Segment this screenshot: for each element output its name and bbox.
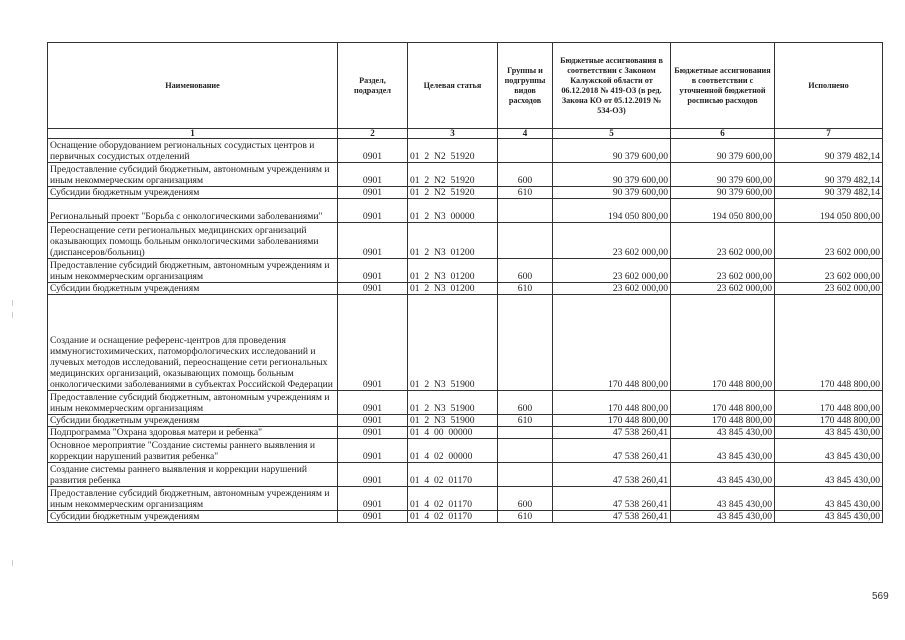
header-name: Наименование [48, 43, 338, 129]
row-section: 0901 [338, 427, 408, 439]
row-group [498, 199, 553, 223]
row-executed: 90 379 482,14 [775, 187, 883, 199]
row-refined-allocation: 43 845 430,00 [671, 463, 775, 487]
row-name: Субсидии бюджетным учреждениям [48, 415, 338, 427]
row-executed: 43 845 430,00 [775, 439, 883, 463]
table-row [48, 187, 883, 199]
row-section: 0901 [338, 463, 408, 487]
header-row [48, 43, 883, 129]
row-name: Подпрограмма "Охрана здоровья матери и ребенка" [48, 427, 338, 439]
row-name: Создание системы раннего выявления и коррекции нарушений развития ребенка [48, 463, 338, 487]
column-number: 1 [48, 129, 338, 139]
row-group: 610 [498, 415, 553, 427]
row-name: Создание и оснащение референс-центров для проведения иммуногистохимических, патоморфологических исследований и лучевых методов исследований, переоснащение сети региональных медицинских организаций, оказывающих помощь больным онкологическими заболеваниями в субъектах Российской Федерации [48, 295, 338, 391]
header-law-allocation: Бюджетные ассигнования в соответствии с Законом Калужской области от 06.12.2018 № 419-ОЗ (в ред. Закона КО от 05.12.2019 № 534-ОЗ) [553, 43, 671, 129]
row-refined-allocation: 23 602 000,00 [671, 283, 775, 295]
table-row [48, 223, 883, 259]
row-law-allocation: 23 602 000,00 [553, 283, 671, 295]
row-section: 0901 [338, 199, 408, 223]
row-article: 01 2 N2 51920 [408, 139, 498, 163]
column-number: 5 [553, 129, 671, 139]
row-executed: 43 845 430,00 [775, 463, 883, 487]
row-executed: 43 845 430,00 [775, 427, 883, 439]
row-group: 610 [498, 283, 553, 295]
row-group: 600 [498, 163, 553, 187]
row-name: Предоставление субсидий бюджетным, автономным учреждениям и иным некоммерческим организациям [48, 487, 338, 511]
row-refined-allocation: 170 448 800,00 [671, 391, 775, 415]
header-article: Целевая статья [408, 43, 498, 129]
row-law-allocation: 194 050 800,00 [553, 199, 671, 223]
row-article: 01 2 N3 51900 [408, 391, 498, 415]
column-number: 7 [775, 129, 883, 139]
table-row [48, 199, 883, 223]
row-article: 01 2 N3 01200 [408, 283, 498, 295]
row-group: 610 [498, 511, 553, 523]
row-law-allocation: 170 448 800,00 [553, 295, 671, 391]
header-executed: Исполнено [775, 43, 883, 129]
table-row [48, 391, 883, 415]
page-number: 569 [872, 591, 889, 602]
row-group: 600 [498, 391, 553, 415]
row-refined-allocation: 194 050 800,00 [671, 199, 775, 223]
column-number-row [48, 129, 883, 139]
row-group: 600 [498, 487, 553, 511]
table-row [48, 163, 883, 187]
row-refined-allocation: 90 379 600,00 [671, 187, 775, 199]
row-law-allocation: 90 379 600,00 [553, 163, 671, 187]
margin-mark [12, 312, 13, 318]
header-section: Раздел, подраздел [338, 43, 408, 129]
header-refined-allocation: Бюджетные ассигнования в соответствии с уточненной бюджетной росписью расходов [671, 43, 775, 129]
table-row [48, 259, 883, 283]
row-executed: 170 448 800,00 [775, 295, 883, 391]
row-executed: 23 602 000,00 [775, 259, 883, 283]
row-law-allocation: 47 538 260,41 [553, 439, 671, 463]
header-group: Группы и подгруппы видов расходов [498, 43, 553, 129]
row-section: 0901 [338, 295, 408, 391]
row-name: Оснащение оборудованием региональных сосудистых центров и первичных сосудистых отделений [48, 139, 338, 163]
row-law-allocation: 47 538 260,41 [553, 487, 671, 511]
row-group [498, 295, 553, 391]
row-name: Предоставление субсидий бюджетным, автономным учреждениям и иным некоммерческим организациям [48, 163, 338, 187]
row-name: Предоставление субсидий бюджетным, автономным учреждениям и иным некоммерческим организациям [48, 391, 338, 415]
row-section: 0901 [338, 259, 408, 283]
table-row [48, 415, 883, 427]
row-law-allocation: 23 602 000,00 [553, 223, 671, 259]
margin-mark [12, 300, 13, 306]
row-name: Предоставление субсидий бюджетным, автономным учреждениям и иным некоммерческим организациям [48, 259, 338, 283]
row-executed: 170 448 800,00 [775, 415, 883, 427]
row-article: 01 4 02 00000 [408, 439, 498, 463]
row-refined-allocation: 23 602 000,00 [671, 259, 775, 283]
table-row [48, 487, 883, 511]
row-law-allocation: 47 538 260,41 [553, 427, 671, 439]
row-article: 01 2 N2 51920 [408, 187, 498, 199]
row-law-allocation: 170 448 800,00 [553, 391, 671, 415]
row-article: 01 4 02 01170 [408, 487, 498, 511]
row-section: 0901 [338, 487, 408, 511]
row-section: 0901 [338, 439, 408, 463]
row-executed: 23 602 000,00 [775, 283, 883, 295]
row-name: Переоснащение сети региональных медицинских организаций оказывающих помощь больным онкологическими заболеваниями (диспансеров/больниц) [48, 223, 338, 259]
row-executed: 194 050 800,00 [775, 199, 883, 223]
row-article: 01 4 02 01170 [408, 511, 498, 523]
row-refined-allocation: 43 845 430,00 [671, 511, 775, 523]
row-group [498, 463, 553, 487]
row-refined-allocation: 43 845 430,00 [671, 487, 775, 511]
row-executed: 90 379 482,14 [775, 163, 883, 187]
row-group: 610 [498, 187, 553, 199]
row-article: 01 2 N3 51900 [408, 415, 498, 427]
row-name: Региональный проект "Борьба с онкологическими заболеваниями" [48, 199, 338, 223]
table-row [48, 283, 883, 295]
table-row [48, 295, 883, 391]
row-name: Субсидии бюджетным учреждениям [48, 511, 338, 523]
table-row [48, 427, 883, 439]
row-section: 0901 [338, 163, 408, 187]
row-section: 0901 [338, 415, 408, 427]
row-section: 0901 [338, 283, 408, 295]
row-refined-allocation: 90 379 600,00 [671, 139, 775, 163]
row-refined-allocation: 43 845 430,00 [671, 439, 775, 463]
row-article: 01 4 00 00000 [408, 427, 498, 439]
row-section: 0901 [338, 187, 408, 199]
row-law-allocation: 90 379 600,00 [553, 187, 671, 199]
row-law-allocation: 170 448 800,00 [553, 415, 671, 427]
row-refined-allocation: 23 602 000,00 [671, 223, 775, 259]
row-name: Основное мероприятие "Создание системы раннего выявления и коррекции нарушений развития ребенка" [48, 439, 338, 463]
row-article: 01 2 N3 51900 [408, 295, 498, 391]
column-number: 4 [498, 129, 553, 139]
row-refined-allocation: 170 448 800,00 [671, 295, 775, 391]
row-refined-allocation: 170 448 800,00 [671, 415, 775, 427]
row-executed: 170 448 800,00 [775, 391, 883, 415]
row-name: Субсидии бюджетным учреждениям [48, 187, 338, 199]
budget-table [47, 42, 883, 523]
row-executed: 90 379 482,14 [775, 139, 883, 163]
row-group [498, 427, 553, 439]
row-section: 0901 [338, 223, 408, 259]
row-group [498, 139, 553, 163]
row-article: 01 2 N3 00000 [408, 199, 498, 223]
row-group [498, 223, 553, 259]
row-law-allocation: 47 538 260,41 [553, 463, 671, 487]
row-group [498, 439, 553, 463]
row-refined-allocation: 43 845 430,00 [671, 427, 775, 439]
table-row [48, 139, 883, 163]
row-group: 600 [498, 259, 553, 283]
table-row [48, 439, 883, 463]
row-executed: 43 845 430,00 [775, 511, 883, 523]
row-article: 01 2 N2 51920 [408, 163, 498, 187]
row-executed: 23 602 000,00 [775, 223, 883, 259]
row-executed: 43 845 430,00 [775, 487, 883, 511]
row-section: 0901 [338, 139, 408, 163]
column-number: 2 [338, 129, 408, 139]
row-article: 01 4 02 01170 [408, 463, 498, 487]
row-name: Субсидии бюджетным учреждениям [48, 283, 338, 295]
column-number: 3 [408, 129, 498, 139]
row-section: 0901 [338, 511, 408, 523]
row-law-allocation: 23 602 000,00 [553, 259, 671, 283]
row-article: 01 2 N3 01200 [408, 223, 498, 259]
row-law-allocation: 90 379 600,00 [553, 139, 671, 163]
row-section: 0901 [338, 391, 408, 415]
column-number: 6 [671, 129, 775, 139]
row-article: 01 2 N3 01200 [408, 259, 498, 283]
table-row [48, 511, 883, 523]
table-row [48, 463, 883, 487]
margin-mark [12, 560, 13, 566]
row-law-allocation: 47 538 260,41 [553, 511, 671, 523]
row-refined-allocation: 90 379 600,00 [671, 163, 775, 187]
